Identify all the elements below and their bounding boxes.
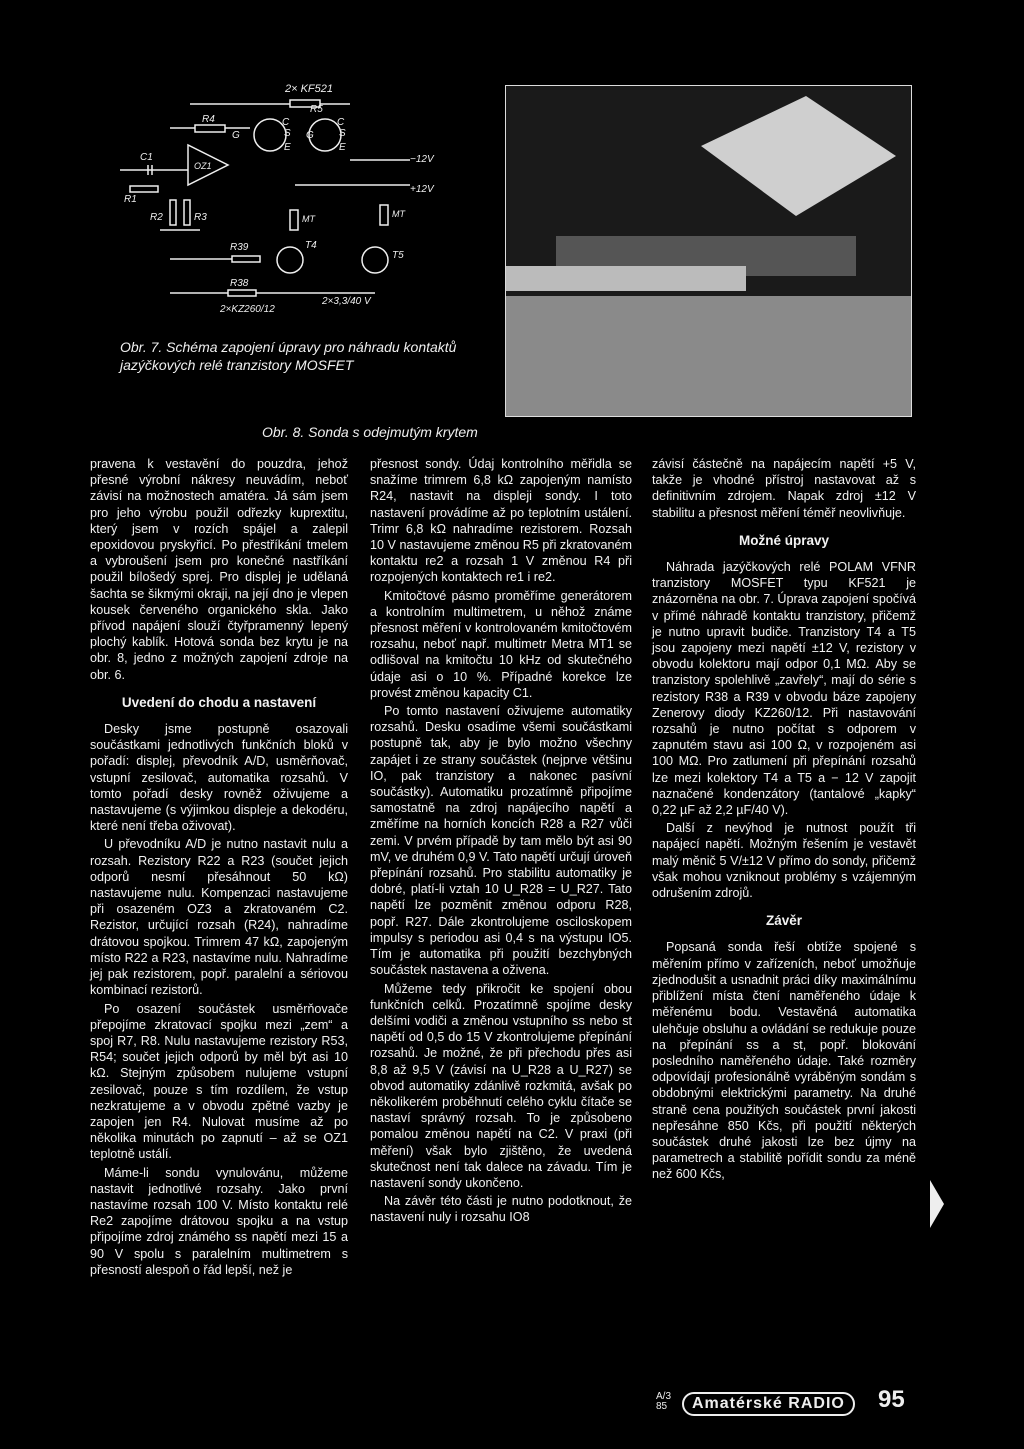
resistor-r4	[195, 125, 225, 132]
label-mt2: MT	[392, 209, 405, 219]
label-r3: R3	[194, 212, 207, 223]
col2-paragraph-3: Po tomto nastavení oživujeme automatiky rozsahů. Desku osadíme všemi součástkami postupně tak, aby je bylo možno všechny zapájet i ze strany součástek (nejprve většinu IO, pak tranzistory a nakonec pasívní součástky). Automatiku prozatímně připojíme samostatně na zdroj napájecího napětí a změříme na horních koncích R28 a R27 vůči zemi. V prvém případě by tam mělo být asi 90 mV, ve druhém 0,9 V. Tato napětí určují úroveň přepínání rozsahů. Pro stabilitu automatiky je dobré, platí-li vztah 10 U_R28 = U_R27. Tato napětí lze pozměnit změnou odporu R28, popř. R27. Dále zkontrolujeme osciloskopem impulsy s periodou asi 0,4 s na výstupu IO5. Tím je automatika při použití bezchybných součástek nastavena a oživena.	[370, 704, 632, 978]
label-g2: G	[306, 130, 314, 141]
label-t4: T4	[305, 240, 317, 251]
col2-paragraph-2: Kmitočtové pásmo proměříme generátorem a kontrolním multimetrem, u něhož známe přesnost měření v kontrolovaném kmitočtovém rozsahu, neboť např. multimetr Metra MT1 se odlišoval na kmitočtu 10 kHz od skutečného údaje asi o 10 %. Případné korekce lze provést změnou kapacity C1.	[370, 588, 632, 700]
text-column-1	[90, 456, 348, 1280]
magazine-logo: Amatérské RADIO	[682, 1392, 855, 1416]
label-zeners: 2×KZ260/12	[220, 304, 275, 315]
resistor-r39	[232, 256, 260, 262]
issue-mark	[656, 1392, 671, 1412]
col3-paragraph-2: Náhrada jazýčkových relé POLAM VFNR tranzistory MOSFET typu KF521 je znázorněna na obr. 7. Úprava zapojení spočívá v přímé náhradě kontaktu tranzistory, přičemž je nutno upravit budiče. Tranzistory T4 a T5 jsou zapojeny mezi napětí ±12 V, rezistory v obvodu kolektoru mají odpor 0,1 MΩ. Aby se tranzistory spolehlivě „zavřely“, mají do série s rezistory R38 a R39 v obvodu báze zapojeny Zenerovy diody KZ260/12. Při nastavování rozsahů je nutno počítat s odporem v zapnutém stavu asi 100 Ω, v rozpojeném asi 100 MΩ. Pro zatlumení při přepínání rozsahů lze mezi kolektory T4 a T5 a − 12 V zapojit naznačené kondenzátory (tantalové „kapky“ 0,22 µF až 2,2 µF/40 V).	[652, 560, 916, 818]
text-column-3	[652, 456, 916, 1185]
label-r38: R38	[230, 278, 249, 289]
label-c1t: C	[282, 117, 290, 128]
label-r39: R39	[230, 242, 249, 253]
col3-paragraph-1: závisí částečně na napájecím napětí +5 V, takže je vhodné přístroj nastavovat až s definitivním zdrojem. Napak zdroj ±12 V stabilitu a přesnost měření téměř neovlivňuje.	[652, 457, 916, 520]
col2-paragraph-5: Na závěr této části je nutno podotknout, že nastavení nuly i rozsahu IO8	[370, 1194, 632, 1225]
heading-zaver: Závěr	[765, 913, 803, 929]
issue-bottom: 85	[656, 1401, 668, 1412]
label-s2: S	[339, 128, 346, 139]
label-r4: R4	[202, 114, 215, 125]
figure-7-schematic	[110, 70, 490, 325]
label-mt1: MT	[302, 214, 315, 224]
heading-mozne-upravy: Možné úpravy	[738, 532, 830, 548]
page-number: 95	[878, 1386, 905, 1413]
resistor-r3	[184, 200, 190, 225]
resistor-r38	[228, 290, 256, 296]
col1-paragraph-5: Máme-li sondu vynulovánu, můžeme nastavit jednotlivé rozsahy. Jako první nastavíme rozsah 100 V. Místo kontaktu relé Re2 zapojíme drátovou spojku a na vstup připojíme zdroj známého ss napětí mezi 15 a 90 V spolu s paralelním multimetrem s přesností alespoň o řád lepší, než je	[90, 1165, 348, 1277]
photo-probe-tip	[506, 266, 746, 291]
label-r2: R2	[150, 212, 163, 223]
label-s1: S	[284, 128, 291, 139]
figure-7-caption: Obr. 7. Schéma zapojení úpravy pro náhradu kontaktů jazýčkových relé tranzistory MOSFET	[120, 339, 457, 373]
label-r1: R1	[124, 194, 137, 205]
label-g1: G	[232, 130, 240, 141]
transistor-t4	[277, 247, 303, 273]
col2-paragraph-1: přesnost sondy. Údaj kontrolního měřidla se snažíme trimrem 6,8 kΩ zapojeným namísto R24, nastavit na displeji sondy. I toto nastavení provádíme až po teplotním ustálení. Trimr 6,8 kΩ nahradíme rezistorem. Rozsah 10 V nastavujeme změnou R5 při zkratovaném kontaktu re2 a rozsah 1 V změnou R4 při rozpojených kontaktech re1 i re2.	[370, 457, 632, 585]
issue-top: A/3	[656, 1391, 672, 1402]
col1-paragraph-4: Po osazení součástek usměrňovače přepojíme zkratovací spojku mezi „zem“ a spoj R7, R8. Nulu nastavujeme rezistory R53, R54; součet jejich odporů by měl být asi 10 kΩ. Stejným způsobem nulujeme vstupní zesilovač, pouze s tím rozdílem, že vstup nezkratujeme a v obvodu zpětné vazby je zapojen jen R4. Nulovat musíme až po několika minutách po zapnutí – až se OZ1 teplotně ustálí.	[90, 1001, 348, 1162]
label-caps: 2×3,3/40 V	[322, 296, 371, 307]
label-transistors: 2× KF521	[285, 83, 334, 95]
label-e2: E	[339, 142, 346, 153]
relay-mt-2	[380, 205, 388, 225]
figure-8-photo	[505, 85, 912, 417]
label-e1: E	[284, 142, 291, 153]
label-pos12: +12V	[410, 184, 434, 195]
photo-table-surface	[506, 296, 911, 416]
col1-paragraph-1: pravena k vestavění do pouzdra, jehož přesné výrobní nákresy neuvádím, neboť závisí na možnostech amatéra. Já sám jsem pro jeho výrobu použil odřezky kuprextitu, který jsem v rozích spájel a zalepil epoxidovou pryskyřicí. Po přestříkání tmelem a vybroušení jsem pro konečné nastříkání použil bílošedý sprej. Pro displej je udělaná šachta se šikmými okraji, na její dno je vlepen kousek červeného organického skla. Jako přívod napájení slouží čtyřpramenný lepený plochý kablík. Hotová sonda bez krytu je na obr. 8, jedno z možných zapojení zdroje na obr. 6.	[90, 457, 348, 682]
transistor-t5	[362, 247, 388, 273]
text-column-2	[370, 456, 632, 1228]
label-c2t: C	[337, 117, 345, 128]
figure-8-caption: Obr. 8. Sonda s odejmutým krytem	[262, 424, 478, 440]
continue-arrow-icon	[930, 1180, 944, 1228]
col3-paragraph-3: Další z nevýhod je nutnost použít tři napájecí napětí. Možným řešením je vestavět malý měnič 5 V/±12 V přímo do sondy, přičemž však mohou vzniknout problémy s vzájemným odrušením zdrojů.	[652, 821, 916, 901]
resistor-r1	[130, 186, 158, 192]
col2-paragraph-4: Můžeme tedy přikročit ke spojení obou funkčních celků. Prozatímně spojíme desky delšími vodiči a změnou vstupního ss nebo st napětí od 0,5 do 15 V zkontrolujeme přepínání rozsahů. Je možné, že při přechodu přes asi 8,8 až 9,5 V (závisí na U_R28 a U_R27) se obvod automatiky zdánlivě rozkmitá, avšak po několikerém proběhnutí celého cyklu čítače se nastaví správný rozsah. To je způsobeno pomalou změnou napětí na C2. V praxi (při měření) však bylo zjištěno, že uvedená skutečnost není tak dalece na závadu. Tím je nastavení sondy ukončeno.	[370, 981, 632, 1190]
heading-uvedeni: Uvedení do chodu a nastavení	[121, 694, 317, 710]
label-c1: C1	[140, 152, 153, 163]
label-oz1: OZ1	[194, 161, 212, 171]
col3-paragraph-4: Popsaná sonda řeší obtíže spojené s měřením přímo v zařízeních, neboť umožňuje zjednodušit a usnadnit práci díky maximálnímu přiblížení místa čtení naměřeného údaje k měřenému bodu. Vestavěná automatika ulehčuje obsluhu a ovládání se redukuje pouze na přepínání ss a st, popř. blokování posledního naměřeného údaje. Také rozměry odpovídají profesionálně vyráběným sondám s obdobnými elektrickými parametry. Na druhé straně cena použitých součástek první jakosti nepřesáhne 850 Kčs, při použití některých součástek druhé jakosti lze bez újmy na parametrech a stabilitě pořídit sondu za méně než 600 Kčs,	[652, 940, 916, 1182]
label-neg12: −12V	[410, 154, 434, 165]
resistor-r2	[170, 200, 176, 225]
col1-paragraph-2: Desky jsme postupně osazovali součástkami jednotlivých funkčních bloků v pořadí: displej, převodník A/D, usměrňovač, vstupní zesilovač, automatika rozsahů. V tomto pořadí desky rovněž oživujeme a nastavujeme (s výjimkou displeje a dekodéru, které není třeba oživovat).	[90, 722, 348, 834]
label-r5: R5	[310, 104, 323, 115]
relay-mt-1	[290, 210, 298, 230]
label-t5: T5	[392, 250, 404, 261]
col1-paragraph-3: U převodníku A/D je nutno nastavit nulu a rozsah. Rezistory R22 a R23 (součet jejich odporů nesmí přesáhnout 50 kΩ) nastavujeme nulu. Kompenzaci nastavujeme při osazeném OZ3 a zkratovaném C2. Rezistor, určující rozsah (R24), nahradíme drátovou spojkou. Trimrem 47 kΩ, zapojeným místo R22 a R23, nastavíme nulu. Nahradíme jej pak rezistorem, popř. paralelní a sériovou kombinací rezistorů.	[90, 837, 348, 998]
